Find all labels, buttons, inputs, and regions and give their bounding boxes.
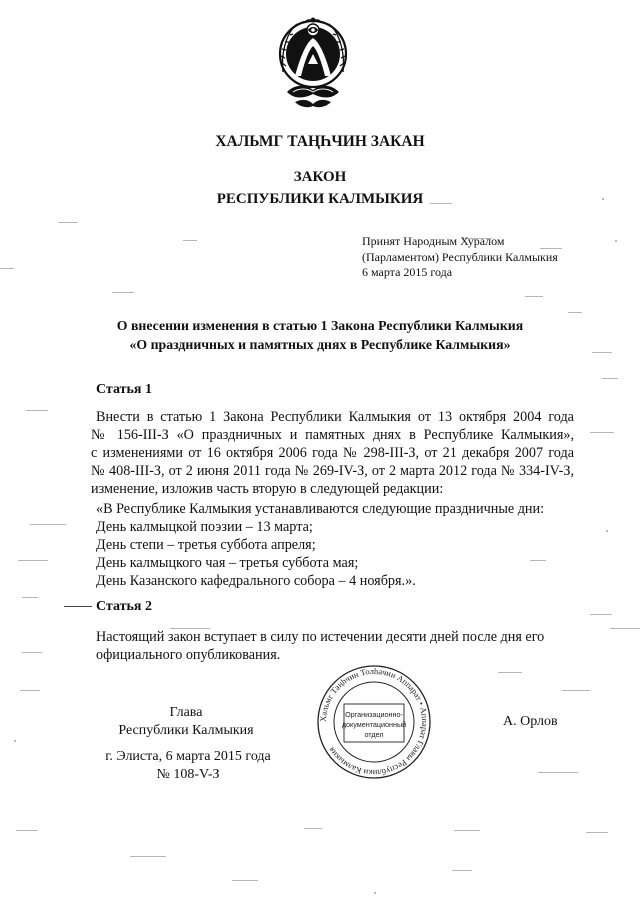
article1-intro-line: № 408-III-З, от 2 июня 2011 года № 269-IV-З, от 2 марта 2012 года № 334-IV-З, <box>91 463 574 479</box>
place-date: г. Элиста, 6 марта 2015 года <box>105 749 271 764</box>
signatory-position-line2: Республики Калмыкия <box>118 723 254 738</box>
article1-intro-line: изменение, изложив часть вторую в следующей редакции: <box>91 481 444 497</box>
article1-quote-line: День степи – третья суббота апреля; <box>96 537 316 553</box>
stamp-ring-text: Хальмг Таңһчин Толһачин Аппарат • Аппарат Главы Республики Калмыкия <box>317 665 431 779</box>
kalmyk-title: ХАЛЬМГ ТАҢҺЧИН ЗАКАН <box>215 133 425 150</box>
article1-quote <box>96 500 574 590</box>
article1-intro <box>91 408 574 498</box>
signatory-position <box>76 704 296 740</box>
article1-intro-line: № 156-III-З «О праздничных и памятных днях в Республике Калмыкия», <box>91 427 574 443</box>
subject-line1: О внесении изменения в статью 1 Закона Республики Калмыкия <box>116 318 524 333</box>
article2-line: официального опубликования. <box>96 647 281 663</box>
article1-heading: Статья 1 <box>96 382 152 397</box>
adoption-note <box>362 234 558 281</box>
article2-text <box>96 628 574 664</box>
article1-quote-line: День Казанского кафедрального собора – 4 ноября.». <box>96 573 416 589</box>
article2-line: Настоящий закон вступает в силу по истечении десяти дней после дня его <box>96 629 545 645</box>
article2-heading: Статья 2 <box>96 599 152 614</box>
signatory-name: А. Орлов <box>503 714 558 729</box>
official-stamp <box>306 664 442 780</box>
signatory-position-line1: Глава <box>169 705 203 720</box>
article1-quote-line: День калмыцкой поэзии – 13 марта; <box>96 519 313 535</box>
stamp-center-line2: документационный <box>341 720 407 729</box>
stamp-center-line3: отдел <box>364 730 384 739</box>
place-date-number <box>93 748 283 784</box>
article1-quote-line: «В Республике Калмыкия устанавливаются следующие праздничные дни: <box>96 501 545 517</box>
subject-line2: «О праздничных и памятных днях в Республике Калмыкия» <box>129 337 511 352</box>
adoption-line2: (Парламентом) Республики Калмыкия <box>362 249 558 264</box>
law-number: № 108-V-З <box>156 767 220 782</box>
stamp-center-line1: Организационно- <box>345 710 403 719</box>
article1-quote-line: День калмыцкого чая – третья суббота мая; <box>96 555 359 571</box>
article1-intro-line: с изменениями от 16 октября 2006 года № 298-III-З, от 21 декабря 2007 года <box>91 445 574 461</box>
article1-intro-line: Внести в статью 1 Закона Республики Калмыкия от 13 октября 2004 года <box>96 409 574 425</box>
russian-title-line1: ЗАКОН <box>293 169 347 185</box>
russian-title-line2: РЕСПУБЛИКИ КАЛМЫКИЯ <box>216 191 424 207</box>
adoption-line1: Принят Народным Хуралом <box>362 234 505 248</box>
adoption-line3: 6 марта 2015 года <box>362 265 453 279</box>
kalmykia-emblem-icon <box>277 14 349 112</box>
law-subject <box>0 316 640 354</box>
